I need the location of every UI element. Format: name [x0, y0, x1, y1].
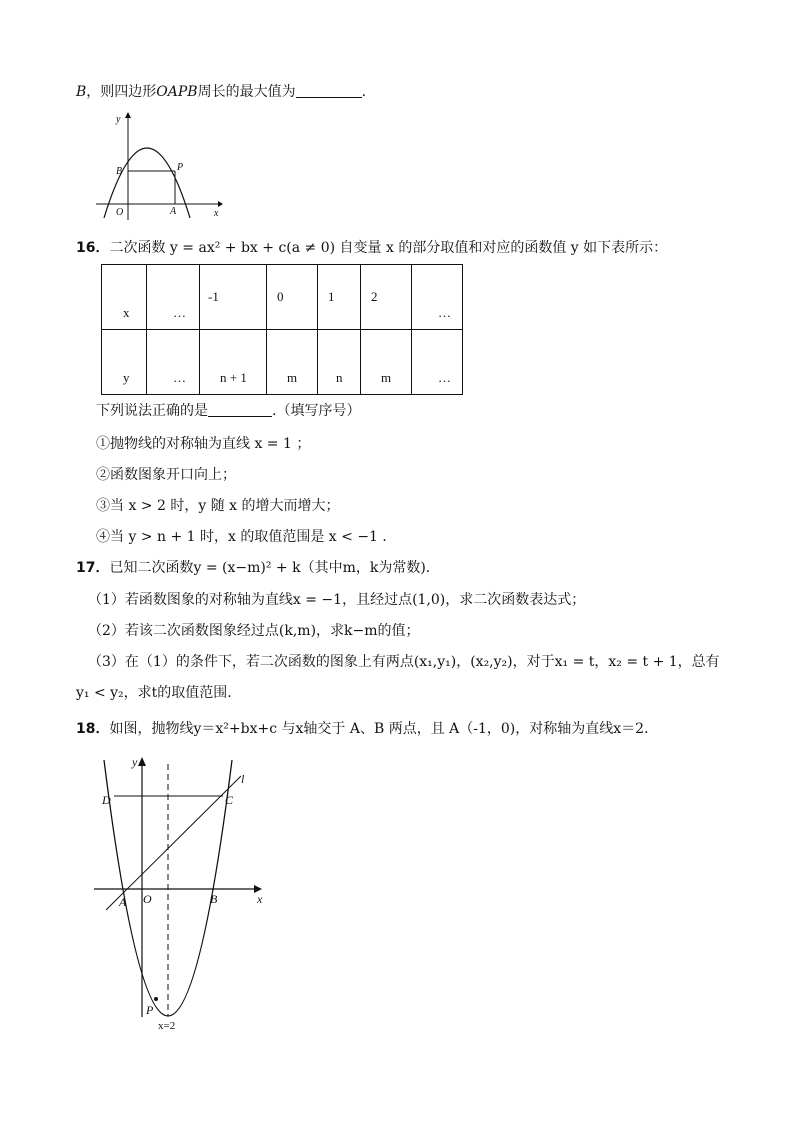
q18-label-l: l [241, 772, 245, 786]
table-row [102, 330, 463, 395]
option-mark: ① [96, 436, 110, 452]
table-cell: … [438, 370, 451, 385]
q16-prompt-text: 下列说法正确的是 [96, 403, 208, 419]
table-cell: 0 [277, 289, 284, 304]
table-cell: x [123, 305, 130, 320]
q15-label-b: B [116, 166, 123, 177]
q15-label-y: y [116, 114, 121, 125]
option-mark: ④ [96, 529, 110, 545]
q18-stem-line [76, 719, 658, 739]
q15-answer-blank [296, 83, 362, 98]
table-cell: n + 1 [220, 370, 247, 385]
q15-y-arrow [125, 112, 131, 118]
table-cell: 2 [371, 289, 378, 304]
q18-label-x: x [257, 892, 263, 906]
q18-point-p [154, 997, 158, 1001]
option-text: 抛物线的对称轴为直线 x = 1 ； [110, 436, 311, 452]
option-mark: ② [96, 467, 110, 483]
q18-label-c: C [225, 793, 234, 807]
q15-text2: 周长的最大值为 [197, 84, 296, 100]
q18-label-p: P [146, 1003, 154, 1017]
q16-option-1 [96, 434, 310, 454]
q16-option-3 [96, 496, 340, 516]
q18-label-d: D [102, 793, 111, 807]
q15-x-arrow [218, 201, 223, 207]
q15-point-b: B [76, 84, 87, 100]
table-cell: 1 [328, 289, 335, 304]
q18-number-dot: ． [95, 721, 110, 737]
q17-stem-line [76, 558, 440, 578]
table-cell: y [123, 370, 130, 385]
q17-stem: 已知二次函数y = (x−m)² + k（其中m，k为常数)． [109, 560, 440, 576]
q18-y-arrow [138, 757, 146, 766]
q17-part-1: （1）若函数图象的对称轴为直线x = −1，且经过点(1,0)，求二次函数表达式； [88, 592, 586, 608]
q15-label-o: O [116, 207, 124, 218]
q16-stem-line [76, 238, 667, 258]
q18-stem: 如图，抛物线y＝x²+bx+c 与x轴交于 A、B 两点，且 A（-1，0)，对称轴为直线x＝2． [109, 721, 659, 737]
q15-label-a: A [170, 206, 177, 217]
table-cell: m [287, 370, 298, 385]
q15-text: ，则四边形 [86, 84, 157, 100]
q17-number: 17 [76, 560, 96, 576]
q16-prompt [96, 401, 360, 421]
q16-option-4 [96, 527, 396, 547]
table-cell: … [438, 305, 451, 320]
q18-label-axis: x=2 [158, 1020, 176, 1032]
option-text: 函数图象开口向上； [110, 467, 236, 483]
option-text: 当 x > 2 时，y 随 x 的增大而增大； [110, 498, 340, 514]
q17-part-2: （2）若该二次函数图象经过点(k,m)，求k−m的值； [88, 623, 420, 639]
q17-part-3-line1: （3）在（1）的条件下，若二次函数的图象上有两点(x₁,y₁)，(x₂,y₂)，对于x₁ = t，x₂ = t + 1，总有 [88, 654, 720, 670]
table-cell: … [173, 370, 186, 385]
q17-part-3-line2: y₁ < y₂，求t的取值范围． [76, 685, 242, 701]
q16-prompt-suffix: .（填写序号） [272, 403, 361, 419]
option-mark: ③ [96, 498, 110, 514]
q16-answer-blank [208, 402, 272, 417]
q17-number-dot: ． [95, 560, 110, 576]
q18-number: 18 [76, 721, 96, 737]
option-text: 当 y > n + 1 时，x 的取值范围是 x < −1 ． [110, 529, 397, 545]
q15-shape: OAPB [156, 84, 198, 100]
q16-value-table [101, 264, 463, 395]
table-cell: … [173, 305, 186, 320]
q18-label-o: O [143, 892, 152, 906]
q15-label-p: P [177, 162, 184, 173]
q15-label-x: x [214, 208, 219, 219]
table-cell: n [336, 370, 343, 385]
q15-figure [90, 108, 230, 226]
q16-stem: 二次函数 y = ax² + bx + c(a ≠ 0) 自变量 x 的部分取值和对应的函数值 y 如下表所示： [109, 240, 668, 256]
q18-label-b: B [210, 892, 218, 906]
table-cell: m [381, 370, 392, 385]
q18-figure [86, 752, 276, 1042]
q16-option-2 [96, 465, 236, 485]
q18-label-a: A [119, 895, 127, 909]
table-row [102, 265, 463, 330]
table-cell: -1 [208, 289, 219, 304]
q15-end: . [361, 84, 367, 100]
q15-tail-line [76, 82, 366, 102]
q18-label-y: y [132, 755, 138, 769]
q16-number-dot: ． [95, 240, 110, 256]
q16-number: 16 [76, 240, 96, 256]
